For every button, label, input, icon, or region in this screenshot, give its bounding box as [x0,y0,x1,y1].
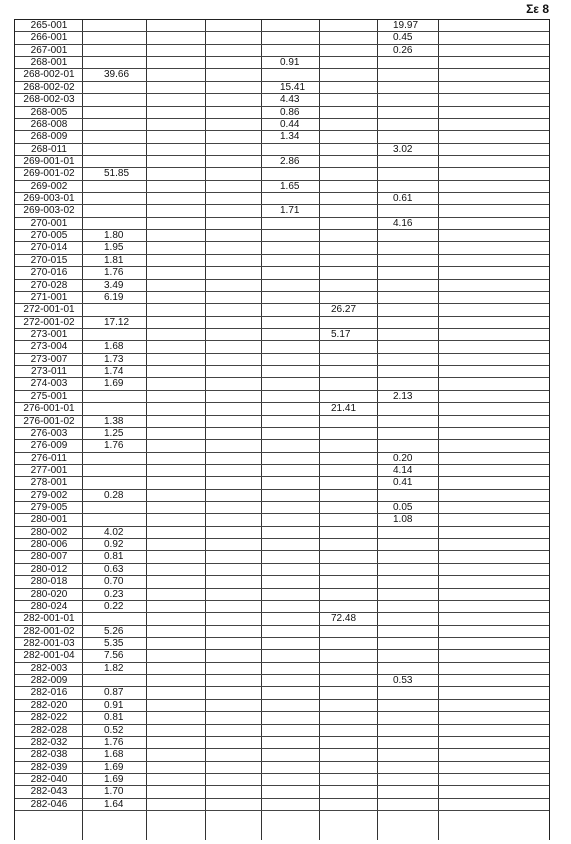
cell-value-c2: 5.35 [104,638,124,649]
cell-value-c5: 1.71 [280,205,300,217]
table-row [15,663,549,675]
table-row [15,378,549,390]
table-row [15,576,549,588]
cell-id-id: 265-001 [30,20,68,31]
table-row [15,564,549,576]
cell-id-id: 282-016 [30,687,68,699]
page-number: Σε 8 [526,2,549,16]
cell-id-id: 270-014 [30,242,68,254]
cell-value-c2: 1.80 [104,230,124,242]
table-row [15,675,549,687]
cell-id-id: 282-001-01 [23,613,75,625]
cell-value-c7: 0.61 [393,193,413,205]
table-row [15,267,549,279]
table-row [15,490,549,502]
cell-id-id: 280-002 [30,526,68,538]
table-row [15,514,549,526]
cell-id-id: 270-016 [30,267,68,279]
cell-id-id: 275-001 [30,390,68,402]
table-row [15,329,549,341]
table-row [15,650,549,662]
table-row [15,749,549,761]
table-row [15,156,549,168]
cell-value-c2: 6.19 [104,291,124,303]
table-row [15,626,549,638]
table-row [15,453,549,465]
table-row [15,168,549,180]
cell-value-c5: 1.34 [280,131,300,143]
cell-id-id: 273-001 [30,329,68,340]
cell-id-id: 279-005 [30,502,68,514]
cell-id-id: 269-001-02 [23,168,75,180]
cell-id-id: 282-003 [30,662,68,674]
cell-id-id: 282-020 [30,699,68,711]
cell-value-c7: 1.08 [393,514,413,526]
cell-value-c6: 21.41 [331,403,357,415]
cell-value-c2: 0.23 [104,588,124,600]
cell-value-c2: 1.76 [104,440,124,452]
cell-id-id: 282-039 [30,761,68,773]
table-row [15,82,549,94]
cell-id-id: 268-009 [30,131,68,143]
table-row [15,502,549,514]
cell-value-c7: 0.05 [393,502,413,514]
cell-value-c2: 1.38 [104,415,124,427]
table-row [15,57,549,69]
cell-id-id: 268-008 [30,118,68,130]
table-row [15,107,549,119]
cell-value-c7: 0.45 [393,32,413,44]
table-row [15,193,549,205]
cell-id-id: 270-005 [30,230,68,242]
table-row [15,69,549,81]
cell-value-c2: 0.52 [104,724,124,736]
table-row [15,317,549,329]
cell-id-id: 276-003 [30,427,68,439]
cell-value-c2: 1.74 [104,366,124,378]
table-row [15,94,549,106]
cell-id-id: 270-028 [30,279,68,291]
table-row [15,440,549,452]
table-row [15,725,549,737]
table-row [15,477,549,489]
cell-value-c2: 17.12 [104,316,130,328]
cell-id-id: 273-011 [31,366,67,378]
table-row [15,20,549,32]
cell-id-id: 271-001 [30,291,68,303]
cell-id-id: 282-001-02 [23,625,75,637]
cell-id-id: 272-001-01 [23,304,75,316]
cell-value-c2: 0.81 [104,551,124,563]
cell-value-c2: 4.02 [104,526,124,538]
cell-value-c2: 1.82 [104,662,124,674]
cell-id-id: 269-001-01 [23,155,75,167]
table-row [15,230,549,242]
cell-value-c2: 0.81 [104,712,124,724]
table-row [15,799,549,811]
cell-id-id: 273-007 [30,353,68,365]
cell-value-c2: 1.68 [104,749,124,761]
cell-value-c2: 0.63 [104,563,124,575]
cell-value-c2: 7.56 [104,650,124,662]
cell-id-id: 279-002 [30,489,68,501]
table-row [15,131,549,143]
cell-id-id: 268-002-02 [23,81,75,93]
cell-value-c2: 1.81 [104,254,124,266]
table-row [15,119,549,131]
table-row [15,416,549,428]
cell-value-c2: 5.26 [104,625,124,637]
cell-id-id: 268-001 [30,57,68,69]
table-row [15,205,549,217]
table-row [15,45,549,57]
cell-value-c7: 4.14 [393,464,413,476]
cell-id-id: 269-003-01 [23,193,75,205]
cell-value-c5: 1.65 [280,180,300,192]
cell-value-c2: 0.87 [104,687,124,699]
cell-id-id: 268-005 [30,106,68,118]
table-row [15,551,549,563]
table-row [15,712,549,724]
cell-id-id: 282-028 [30,724,68,736]
cell-id-id: 267-001 [30,44,68,56]
cell-id-id: 280-024 [30,600,68,612]
cell-value-c2: 0.22 [104,600,124,612]
table-row [15,242,549,254]
cell-id-id: 280-006 [30,539,68,551]
table-row [15,280,549,292]
cell-value-c7: 0.41 [393,477,413,489]
cell-id-id: 278-001 [30,477,68,489]
cell-id-id: 277-001 [30,464,68,476]
cell-value-c2: 1.69 [104,761,124,773]
cell-id-id: 268-011 [31,143,67,155]
cell-value-c2: 3.49 [104,279,124,291]
cell-value-c2: 1.68 [104,341,124,353]
cell-id-id: 272-001-02 [23,316,75,328]
cell-value-c5: 0.91 [280,57,300,69]
cell-value-c2: 0.91 [104,699,124,711]
cell-value-c6: 5.17 [331,329,351,340]
cell-value-c7: 2.13 [393,390,413,402]
table-row [15,539,549,551]
table-row [15,601,549,613]
cell-value-c5: 15.41 [280,81,306,93]
cell-value-c7: 19.97 [393,20,419,31]
cell-id-id: 282-032 [30,736,68,748]
cell-id-id: 276-001-01 [23,403,75,415]
cell-value-c2: 0.92 [104,539,124,551]
table-row [15,737,549,749]
cell-value-c2: 1.69 [104,773,124,785]
cell-id-id: 282-001-04 [23,650,75,662]
table-row [15,687,549,699]
cell-value-c2: 1.69 [104,378,124,390]
cell-id-id: 282-038 [30,749,68,761]
cell-value-c6: 26.27 [331,304,357,316]
cell-id-id: 276-009 [30,440,68,452]
cell-id-id: 266-001 [30,32,68,44]
cell-id-id: 274-003 [30,378,68,390]
table-row [15,218,549,230]
table-row [15,341,549,353]
cell-id-id: 276-011 [31,452,67,464]
table-row [15,354,549,366]
cell-value-c2: 1.73 [104,353,124,365]
table-row [15,32,549,44]
table-row [15,613,549,625]
table-row [15,428,549,440]
cell-id-id: 280-020 [30,588,68,600]
cell-id-id: 282-043 [30,786,68,798]
cell-value-c7: 0.20 [393,452,413,464]
table-row [15,527,549,539]
cell-value-c2: 1.76 [104,736,124,748]
table-row [15,391,549,403]
table-row [15,774,549,786]
cell-value-c2: 1.64 [104,798,124,810]
cell-value-c7: 4.16 [393,217,413,229]
cell-value-c6: 72.48 [331,613,357,625]
cell-value-c7: 0.53 [393,675,413,687]
cell-id-id: 270-001 [30,217,68,229]
cell-id-id: 280-012 [30,563,68,575]
cell-id-id: 270-015 [30,254,68,266]
cell-value-c2: 1.76 [104,267,124,279]
cell-value-c2: 1.70 [104,786,124,798]
cell-id-id: 269-003-02 [23,205,75,217]
cell-value-c7: 0.26 [393,44,413,56]
cell-value-c2: 0.28 [104,489,124,501]
cell-value-c2: 1.25 [104,427,124,439]
cell-value-c2: 51.85 [104,168,130,180]
table-row [15,181,549,193]
table-row [15,589,549,601]
cell-id-id: 282-009 [30,675,68,687]
cell-id-id: 280-007 [30,551,68,563]
cell-value-c5: 0.86 [280,106,300,118]
table-row [15,700,549,712]
cell-id-id: 280-018 [30,576,68,588]
cell-value-c2: 1.95 [104,242,124,254]
cell-value-c5: 2.86 [280,155,300,167]
cell-id-id: 273-004 [30,341,68,353]
table-row [15,762,549,774]
cell-id-id: 282-046 [30,798,68,810]
cell-value-c5: 4.43 [280,94,300,106]
table-row [15,403,549,415]
cell-id-id: 268-002-01 [23,69,75,81]
cell-id-id: 268-002-03 [23,94,75,106]
table-row [15,638,549,650]
cell-value-c5: 0.44 [280,118,300,130]
cell-id-id: 269-002 [30,180,68,192]
cell-value-c7: 3.02 [393,143,413,155]
cell-value-c2: 39.66 [104,69,130,81]
cell-id-id: 280-001 [30,514,68,526]
cell-id-id: 276-001-02 [23,415,75,427]
table-row [15,292,549,304]
data-table [14,19,550,840]
table-row [15,255,549,267]
cell-id-id: 282-001-03 [23,638,75,649]
table-row [15,786,549,798]
cell-value-c2: 0.70 [104,576,124,588]
table-row [15,465,549,477]
cell-id-id: 282-022 [30,712,68,724]
cell-id-id: 282-040 [30,773,68,785]
table-row [15,144,549,156]
table-row [15,304,549,316]
table-row [15,366,549,378]
